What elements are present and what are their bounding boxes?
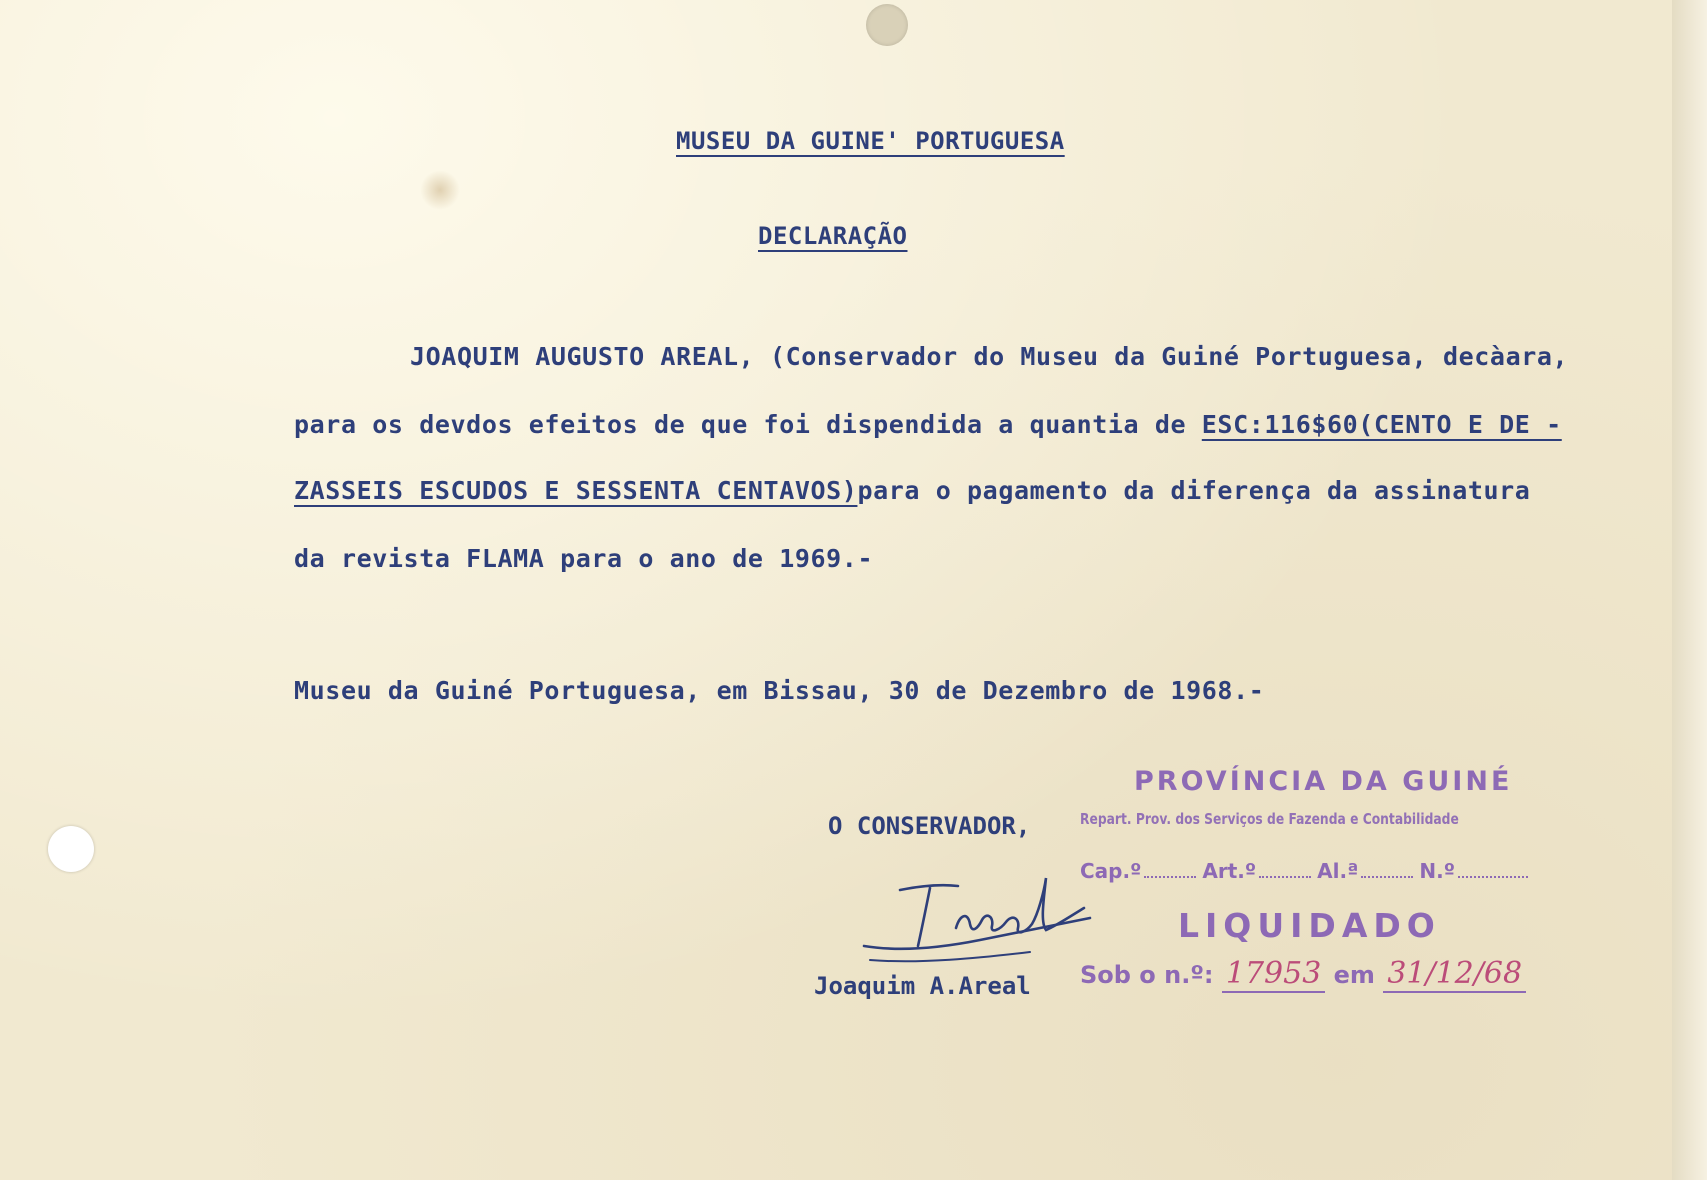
document-subheader: DECLARAÇÃO	[758, 222, 908, 250]
amount-text: ESC:116$60(CENTO E DE -	[1201, 410, 1562, 439]
stamp-date-label: em	[1333, 961, 1375, 989]
stamp-field-cap: Cap.º	[1080, 858, 1196, 883]
punch-hole-top	[866, 4, 908, 46]
signer-role: O CONSERVADOR,	[828, 812, 1031, 840]
stamp-status: LIQUIDADO	[1178, 906, 1441, 945]
stamp-fields	[1080, 858, 1528, 883]
stamp-date-value: 31/12/68	[1383, 956, 1526, 993]
signer-name: Joaquim A.Areal	[814, 972, 1031, 1000]
document-header: MUSEU DA GUINE' PORTUGUESA	[676, 127, 1065, 155]
stamp-field-al: Al.ª	[1317, 858, 1413, 883]
place-date: Museu da Guiné Portuguesa, em Bissau, 30 de Dezembro de 1968.-	[294, 676, 1265, 705]
handwritten-signature	[860, 868, 1100, 978]
punch-hole-left	[48, 826, 94, 872]
body-line-2-text: para os devdos efeitos de que foi dispendida a quantia de	[294, 410, 1202, 439]
stamp-field-art: Art.º	[1202, 858, 1311, 883]
stamp-ref-label: Sob o n.º:	[1080, 961, 1214, 989]
body-line-2	[294, 410, 1562, 439]
stamp-ref-number: 17953	[1222, 956, 1325, 993]
amount-text-continued: ZASSEIS ESCUDOS E SESSENTA CENTAVOS)	[294, 476, 858, 505]
paper-stain	[420, 170, 460, 210]
body-line-4: da revista FLAMA para o ano de 1969.-	[294, 544, 874, 573]
body-line-3	[294, 476, 1530, 505]
stamp-province: PROVÍNCIA DA GUINÉ	[1134, 766, 1513, 797]
stamp-reference	[1080, 956, 1526, 991]
paper-edge	[1672, 0, 1707, 1180]
body-line-1: JOAQUIM AUGUSTO AREAL, (Conservador do Museu da Guiné Portuguesa, decàara,	[410, 342, 1569, 371]
body-line-3-text: para o pagamento da diferença da assinatura	[857, 476, 1531, 505]
stamp-field-n: N.º	[1419, 858, 1528, 883]
stamp-department: Repart. Prov. dos Serviços de Fazenda e Contabilidade	[1080, 810, 1459, 828]
